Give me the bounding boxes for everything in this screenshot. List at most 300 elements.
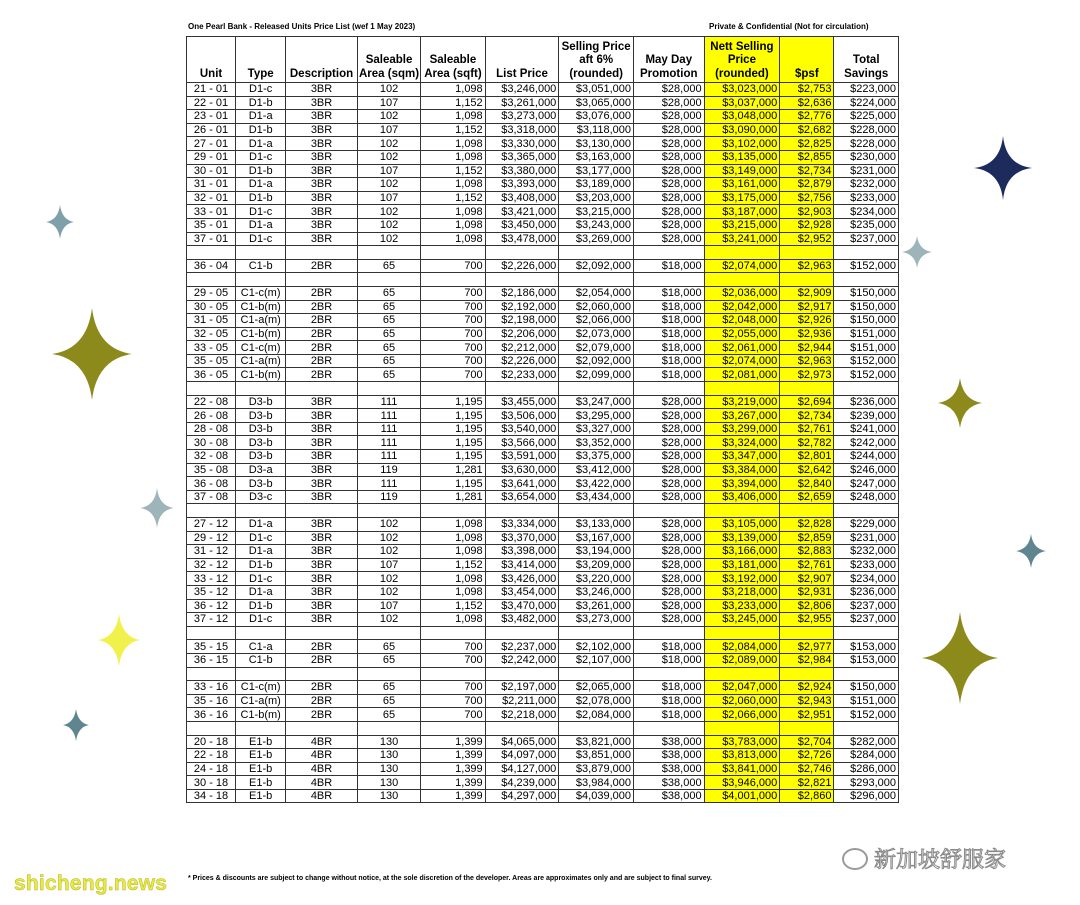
cell-description: 2BR	[286, 314, 358, 328]
empty-cell	[286, 273, 358, 287]
cell-list-price: $3,365,000	[485, 150, 559, 164]
group-separator-row	[187, 667, 899, 681]
cell-promotion: $28,000	[633, 83, 704, 97]
column-header-list-price: List Price	[485, 37, 559, 83]
cell-promotion: $18,000	[633, 300, 704, 314]
cell-nett-price: $3,384,000	[704, 463, 780, 477]
table-row	[187, 640, 899, 654]
cell-total-savings: $296,000	[834, 789, 899, 803]
cell-area-sqm: 102	[357, 531, 420, 545]
empty-cell	[834, 721, 899, 735]
cell-psf: $2,821	[780, 776, 834, 790]
cell-list-price: $3,591,000	[485, 450, 559, 464]
table-row	[187, 749, 899, 763]
cell-area-sqft: 1,098	[421, 232, 485, 246]
table-row	[187, 762, 899, 776]
cell-total-savings: $228,000	[834, 137, 899, 151]
cell-psf: $2,825	[780, 137, 834, 151]
cell-psf: $2,917	[780, 300, 834, 314]
cell-area-sqft: 1,098	[421, 83, 485, 97]
table-row	[187, 613, 899, 627]
cell-selling-price: $3,261,000	[559, 599, 634, 613]
cell-unit: 33 - 16	[187, 681, 236, 695]
cell-nett-price: $2,060,000	[704, 694, 780, 708]
cell-nett-price: $3,813,000	[704, 749, 780, 763]
empty-cell	[834, 246, 899, 260]
cell-unit: 33 - 12	[187, 572, 236, 586]
cell-promotion: $28,000	[633, 110, 704, 124]
cell-list-price: $3,482,000	[485, 613, 559, 627]
cell-area-sqm: 102	[357, 110, 420, 124]
cell-nett-price: $3,187,000	[704, 205, 780, 219]
empty-cell	[286, 246, 358, 260]
cell-nett-price: $2,055,000	[704, 327, 780, 341]
cell-area-sqft: 700	[421, 327, 485, 341]
cell-promotion: $28,000	[633, 123, 704, 137]
cell-selling-price: $3,203,000	[559, 191, 634, 205]
cell-psf: $2,973	[780, 368, 834, 382]
empty-cell	[633, 667, 704, 681]
cell-area-sqm: 107	[357, 191, 420, 205]
cell-total-savings: $282,000	[834, 735, 899, 749]
cell-selling-price: $3,130,000	[559, 137, 634, 151]
cell-psf: $2,659	[780, 490, 834, 504]
cell-area-sqft: 700	[421, 314, 485, 328]
cell-psf: $2,977	[780, 640, 834, 654]
cell-psf: $2,936	[780, 327, 834, 341]
cell-description: 3BR	[286, 545, 358, 559]
column-header-selling-price: Selling Price aft 6% (rounded)	[559, 37, 634, 83]
table-row	[187, 354, 899, 368]
cell-area-sqft: 700	[421, 694, 485, 708]
cell-nett-price: $2,061,000	[704, 341, 780, 355]
table-row	[187, 490, 899, 504]
empty-cell	[633, 504, 704, 518]
cell-list-price: $3,470,000	[485, 599, 559, 613]
table-row	[187, 708, 899, 722]
cell-description: 2BR	[286, 327, 358, 341]
cell-type: D1-c	[236, 613, 286, 627]
table-row	[187, 259, 899, 273]
cell-area-sqft: 1,195	[421, 450, 485, 464]
cell-description: 2BR	[286, 694, 358, 708]
cell-promotion: $28,000	[633, 531, 704, 545]
group-separator-row	[187, 246, 899, 260]
cell-psf: $2,806	[780, 599, 834, 613]
empty-cell	[704, 273, 780, 287]
cell-unit: 31 - 05	[187, 314, 236, 328]
cell-promotion: $28,000	[633, 96, 704, 110]
cell-list-price: $2,242,000	[485, 653, 559, 667]
sparkle-icon	[63, 709, 89, 741]
cell-total-savings: $235,000	[834, 218, 899, 232]
table-row	[187, 150, 899, 164]
cell-psf: $2,883	[780, 545, 834, 559]
cell-unit: 20 - 18	[187, 735, 236, 749]
cell-area-sqm: 65	[357, 300, 420, 314]
empty-cell	[704, 246, 780, 260]
cell-area-sqft: 1,195	[421, 477, 485, 491]
cell-promotion: $18,000	[633, 640, 704, 654]
table-row	[187, 314, 899, 328]
empty-cell	[633, 721, 704, 735]
cell-total-savings: $153,000	[834, 653, 899, 667]
cell-unit: 30 - 05	[187, 300, 236, 314]
cell-nett-price: $3,347,000	[704, 450, 780, 464]
table-row	[187, 341, 899, 355]
empty-cell	[286, 721, 358, 735]
cell-type: D3-b	[236, 422, 286, 436]
cell-psf: $2,682	[780, 123, 834, 137]
cell-type: D1-c	[236, 83, 286, 97]
cell-description: 3BR	[286, 572, 358, 586]
table-row	[187, 735, 899, 749]
cell-area-sqft: 1,152	[421, 164, 485, 178]
cell-type: D1-b	[236, 164, 286, 178]
cell-type: D1-a	[236, 178, 286, 192]
cell-selling-price: $3,076,000	[559, 110, 634, 124]
cell-area-sqm: 111	[357, 395, 420, 409]
cell-selling-price: $3,065,000	[559, 96, 634, 110]
cell-area-sqft: 1,195	[421, 436, 485, 450]
cell-area-sqm: 107	[357, 558, 420, 572]
cell-total-savings: $151,000	[834, 341, 899, 355]
empty-cell	[780, 382, 834, 396]
cell-list-price: $3,380,000	[485, 164, 559, 178]
cell-promotion: $28,000	[633, 463, 704, 477]
cell-nett-price: $2,084,000	[704, 640, 780, 654]
cell-description: 2BR	[286, 368, 358, 382]
table-row	[187, 572, 899, 586]
cell-psf: $2,943	[780, 694, 834, 708]
cell-nett-price: $3,105,000	[704, 518, 780, 532]
empty-cell	[704, 721, 780, 735]
cell-nett-price: $3,406,000	[704, 490, 780, 504]
cell-total-savings: $242,000	[834, 436, 899, 450]
cell-list-price: $2,198,000	[485, 314, 559, 328]
cell-list-price: $3,334,000	[485, 518, 559, 532]
column-header-description: Description	[286, 37, 358, 83]
empty-cell	[780, 721, 834, 735]
cell-total-savings: $153,000	[834, 640, 899, 654]
cell-total-savings: $150,000	[834, 300, 899, 314]
cell-type: D1-b	[236, 599, 286, 613]
cell-total-savings: $228,000	[834, 123, 899, 137]
cell-list-price: $3,318,000	[485, 123, 559, 137]
cell-psf: $2,963	[780, 354, 834, 368]
cell-nett-price: $3,037,000	[704, 96, 780, 110]
cell-area-sqm: 102	[357, 83, 420, 97]
cell-description: 3BR	[286, 558, 358, 572]
cell-unit: 29 - 12	[187, 531, 236, 545]
cell-list-price: $2,226,000	[485, 354, 559, 368]
cell-list-price: $3,506,000	[485, 409, 559, 423]
column-header-total-savings: Total Savings	[834, 37, 899, 83]
cell-unit: 35 - 12	[187, 585, 236, 599]
empty-cell	[834, 626, 899, 640]
cell-description: 3BR	[286, 409, 358, 423]
empty-cell	[485, 721, 559, 735]
cell-total-savings: $248,000	[834, 490, 899, 504]
cell-psf: $2,951	[780, 708, 834, 722]
empty-cell	[236, 626, 286, 640]
cell-selling-price: $3,269,000	[559, 232, 634, 246]
cell-total-savings: $151,000	[834, 327, 899, 341]
cell-unit: 30 - 18	[187, 776, 236, 790]
cell-area-sqm: 107	[357, 164, 420, 178]
cell-nett-price: $3,135,000	[704, 150, 780, 164]
cell-promotion: $28,000	[633, 164, 704, 178]
cell-description: 2BR	[286, 259, 358, 273]
cell-list-price: $3,426,000	[485, 572, 559, 586]
cell-nett-price: $3,102,000	[704, 137, 780, 151]
table-row	[187, 436, 899, 450]
cell-description: 3BR	[286, 150, 358, 164]
table-row	[187, 96, 899, 110]
sparkle-icon	[922, 612, 998, 704]
cell-list-price: $2,192,000	[485, 300, 559, 314]
cell-unit: 32 - 08	[187, 450, 236, 464]
cell-selling-price: $3,247,000	[559, 395, 634, 409]
cell-nett-price: $2,047,000	[704, 681, 780, 695]
cell-unit: 27 - 12	[187, 518, 236, 532]
empty-cell	[485, 382, 559, 396]
cell-selling-price: $3,295,000	[559, 409, 634, 423]
cell-unit: 36 - 15	[187, 653, 236, 667]
cell-unit: 36 - 05	[187, 368, 236, 382]
cell-selling-price: $2,084,000	[559, 708, 634, 722]
cell-area-sqm: 102	[357, 545, 420, 559]
cell-type: C1-b(m)	[236, 300, 286, 314]
column-header-area-sqm: Saleable Area (sqm)	[357, 37, 420, 83]
cell-total-savings: $231,000	[834, 164, 899, 178]
cell-unit: 28 - 08	[187, 422, 236, 436]
cell-list-price: $3,654,000	[485, 490, 559, 504]
empty-cell	[421, 382, 485, 396]
cell-selling-price: $2,092,000	[559, 259, 634, 273]
cell-nett-price: $2,081,000	[704, 368, 780, 382]
cell-nett-price: $3,175,000	[704, 191, 780, 205]
cell-list-price: $3,540,000	[485, 422, 559, 436]
cell-description: 3BR	[286, 164, 358, 178]
cell-type: C1-b(m)	[236, 327, 286, 341]
empty-cell	[780, 273, 834, 287]
confidential-note: Private & Confidential (Not for circulation)	[709, 22, 869, 31]
cell-list-price: $4,297,000	[485, 789, 559, 803]
cell-nett-price: $3,090,000	[704, 123, 780, 137]
cell-list-price: $2,211,000	[485, 694, 559, 708]
cell-type: C1-a	[236, 640, 286, 654]
cell-list-price: $3,641,000	[485, 477, 559, 491]
cell-nett-price: $4,001,000	[704, 789, 780, 803]
cell-selling-price: $4,039,000	[559, 789, 634, 803]
cell-psf: $2,952	[780, 232, 834, 246]
cell-area-sqft: 700	[421, 341, 485, 355]
cell-nett-price: $3,218,000	[704, 585, 780, 599]
empty-cell	[633, 246, 704, 260]
cell-unit: 22 - 08	[187, 395, 236, 409]
cell-psf: $2,955	[780, 613, 834, 627]
cell-psf: $2,860	[780, 789, 834, 803]
sparkle-icon	[938, 378, 982, 428]
cell-area-sqm: 65	[357, 640, 420, 654]
cell-area-sqft: 1,281	[421, 490, 485, 504]
cell-nett-price: $3,245,000	[704, 613, 780, 627]
cell-type: C1-b(m)	[236, 708, 286, 722]
cell-area-sqft: 700	[421, 300, 485, 314]
cell-area-sqft: 1,098	[421, 178, 485, 192]
cell-promotion: $28,000	[633, 395, 704, 409]
cell-total-savings: $236,000	[834, 585, 899, 599]
cell-description: 3BR	[286, 83, 358, 97]
cell-total-savings: $152,000	[834, 259, 899, 273]
cell-psf: $2,734	[780, 164, 834, 178]
cell-area-sqm: 111	[357, 422, 420, 436]
cell-psf: $2,909	[780, 286, 834, 300]
empty-cell	[559, 246, 634, 260]
cell-description: 3BR	[286, 436, 358, 450]
column-header-nett-price: Nett Selling Price (rounded)	[704, 37, 780, 83]
cell-total-savings: $150,000	[834, 286, 899, 300]
cell-unit: 30 - 08	[187, 436, 236, 450]
cell-description: 4BR	[286, 735, 358, 749]
cell-unit: 35 - 05	[187, 354, 236, 368]
cell-area-sqft: 700	[421, 681, 485, 695]
cell-promotion: $18,000	[633, 286, 704, 300]
empty-cell	[286, 626, 358, 640]
cell-area-sqft: 1,098	[421, 110, 485, 124]
cell-type: D1-b	[236, 191, 286, 205]
cell-area-sqm: 130	[357, 735, 420, 749]
empty-cell	[357, 246, 420, 260]
cell-nett-price: $3,299,000	[704, 422, 780, 436]
cell-area-sqm: 65	[357, 708, 420, 722]
column-header-psf: $psf	[780, 37, 834, 83]
cell-promotion: $38,000	[633, 789, 704, 803]
cell-selling-price: $3,412,000	[559, 463, 634, 477]
empty-cell	[357, 504, 420, 518]
cell-promotion: $28,000	[633, 137, 704, 151]
cell-psf: $2,928	[780, 218, 834, 232]
table-row	[187, 776, 899, 790]
empty-cell	[236, 667, 286, 681]
cell-promotion: $28,000	[633, 585, 704, 599]
table-row	[187, 178, 899, 192]
cell-selling-price: $3,133,000	[559, 518, 634, 532]
cell-list-price: $2,206,000	[485, 327, 559, 341]
cell-promotion: $28,000	[633, 191, 704, 205]
cell-psf: $2,931	[780, 585, 834, 599]
cell-nett-price: $3,181,000	[704, 558, 780, 572]
cell-total-savings: $233,000	[834, 191, 899, 205]
cell-type: D1-a	[236, 518, 286, 532]
cell-area-sqft: 1,195	[421, 409, 485, 423]
cell-area-sqft: 1,152	[421, 123, 485, 137]
cell-unit: 34 - 18	[187, 789, 236, 803]
table-row	[187, 518, 899, 532]
cell-psf: $2,734	[780, 409, 834, 423]
table-header-row	[187, 37, 899, 83]
table-row	[187, 422, 899, 436]
cell-unit: 36 - 12	[187, 599, 236, 613]
cell-promotion: $28,000	[633, 518, 704, 532]
cell-area-sqft: 1,152	[421, 558, 485, 572]
cell-description: 3BR	[286, 395, 358, 409]
empty-cell	[559, 721, 634, 735]
cell-selling-price: $3,422,000	[559, 477, 634, 491]
cell-description: 3BR	[286, 422, 358, 436]
cell-selling-price: $2,102,000	[559, 640, 634, 654]
cell-area-sqm: 65	[357, 368, 420, 382]
cell-psf: $2,761	[780, 422, 834, 436]
cell-description: 3BR	[286, 599, 358, 613]
cell-type: E1-b	[236, 789, 286, 803]
cell-unit: 22 - 18	[187, 749, 236, 763]
cell-area-sqft: 700	[421, 354, 485, 368]
cell-type: C1-c(m)	[236, 681, 286, 695]
sparkle-icon	[98, 614, 140, 666]
cell-total-savings: $236,000	[834, 395, 899, 409]
cell-nett-price: $3,166,000	[704, 545, 780, 559]
watermark-wechat	[842, 843, 1006, 874]
table-row	[187, 123, 899, 137]
cell-nett-price: $2,036,000	[704, 286, 780, 300]
cell-area-sqm: 102	[357, 178, 420, 192]
cell-area-sqm: 111	[357, 436, 420, 450]
cell-area-sqft: 1,098	[421, 585, 485, 599]
cell-selling-price: $3,051,000	[559, 83, 634, 97]
cell-total-savings: $152,000	[834, 368, 899, 382]
empty-cell	[187, 626, 236, 640]
cell-total-savings: $239,000	[834, 409, 899, 423]
sparkle-icon	[52, 308, 132, 400]
cell-promotion: $28,000	[633, 477, 704, 491]
cell-area-sqm: 65	[357, 314, 420, 328]
table-row	[187, 327, 899, 341]
cell-nett-price: $3,841,000	[704, 762, 780, 776]
table-row	[187, 137, 899, 151]
cell-list-price: $2,226,000	[485, 259, 559, 273]
cell-selling-price: $3,434,000	[559, 490, 634, 504]
cell-area-sqm: 102	[357, 205, 420, 219]
empty-cell	[187, 382, 236, 396]
cell-psf: $2,963	[780, 259, 834, 273]
empty-cell	[704, 667, 780, 681]
cell-type: E1-b	[236, 749, 286, 763]
table-row	[187, 694, 899, 708]
table-row	[187, 232, 899, 246]
cell-selling-price: $3,352,000	[559, 436, 634, 450]
cell-promotion: $28,000	[633, 409, 704, 423]
table-row	[187, 545, 899, 559]
empty-cell	[485, 504, 559, 518]
cell-promotion: $18,000	[633, 314, 704, 328]
empty-cell	[485, 667, 559, 681]
cell-description: 3BR	[286, 191, 358, 205]
cell-type: C1-a(m)	[236, 314, 286, 328]
cell-type: D1-c	[236, 531, 286, 545]
cell-nett-price: $3,161,000	[704, 178, 780, 192]
sparkle-icon	[1016, 534, 1046, 568]
cell-area-sqm: 130	[357, 762, 420, 776]
sparkle-icon	[974, 136, 1032, 200]
cell-selling-price: $2,065,000	[559, 681, 634, 695]
cell-psf: $2,761	[780, 558, 834, 572]
cell-area-sqft: 1,399	[421, 735, 485, 749]
empty-cell	[780, 504, 834, 518]
cell-nett-price: $3,219,000	[704, 395, 780, 409]
price-list-body	[187, 83, 899, 803]
